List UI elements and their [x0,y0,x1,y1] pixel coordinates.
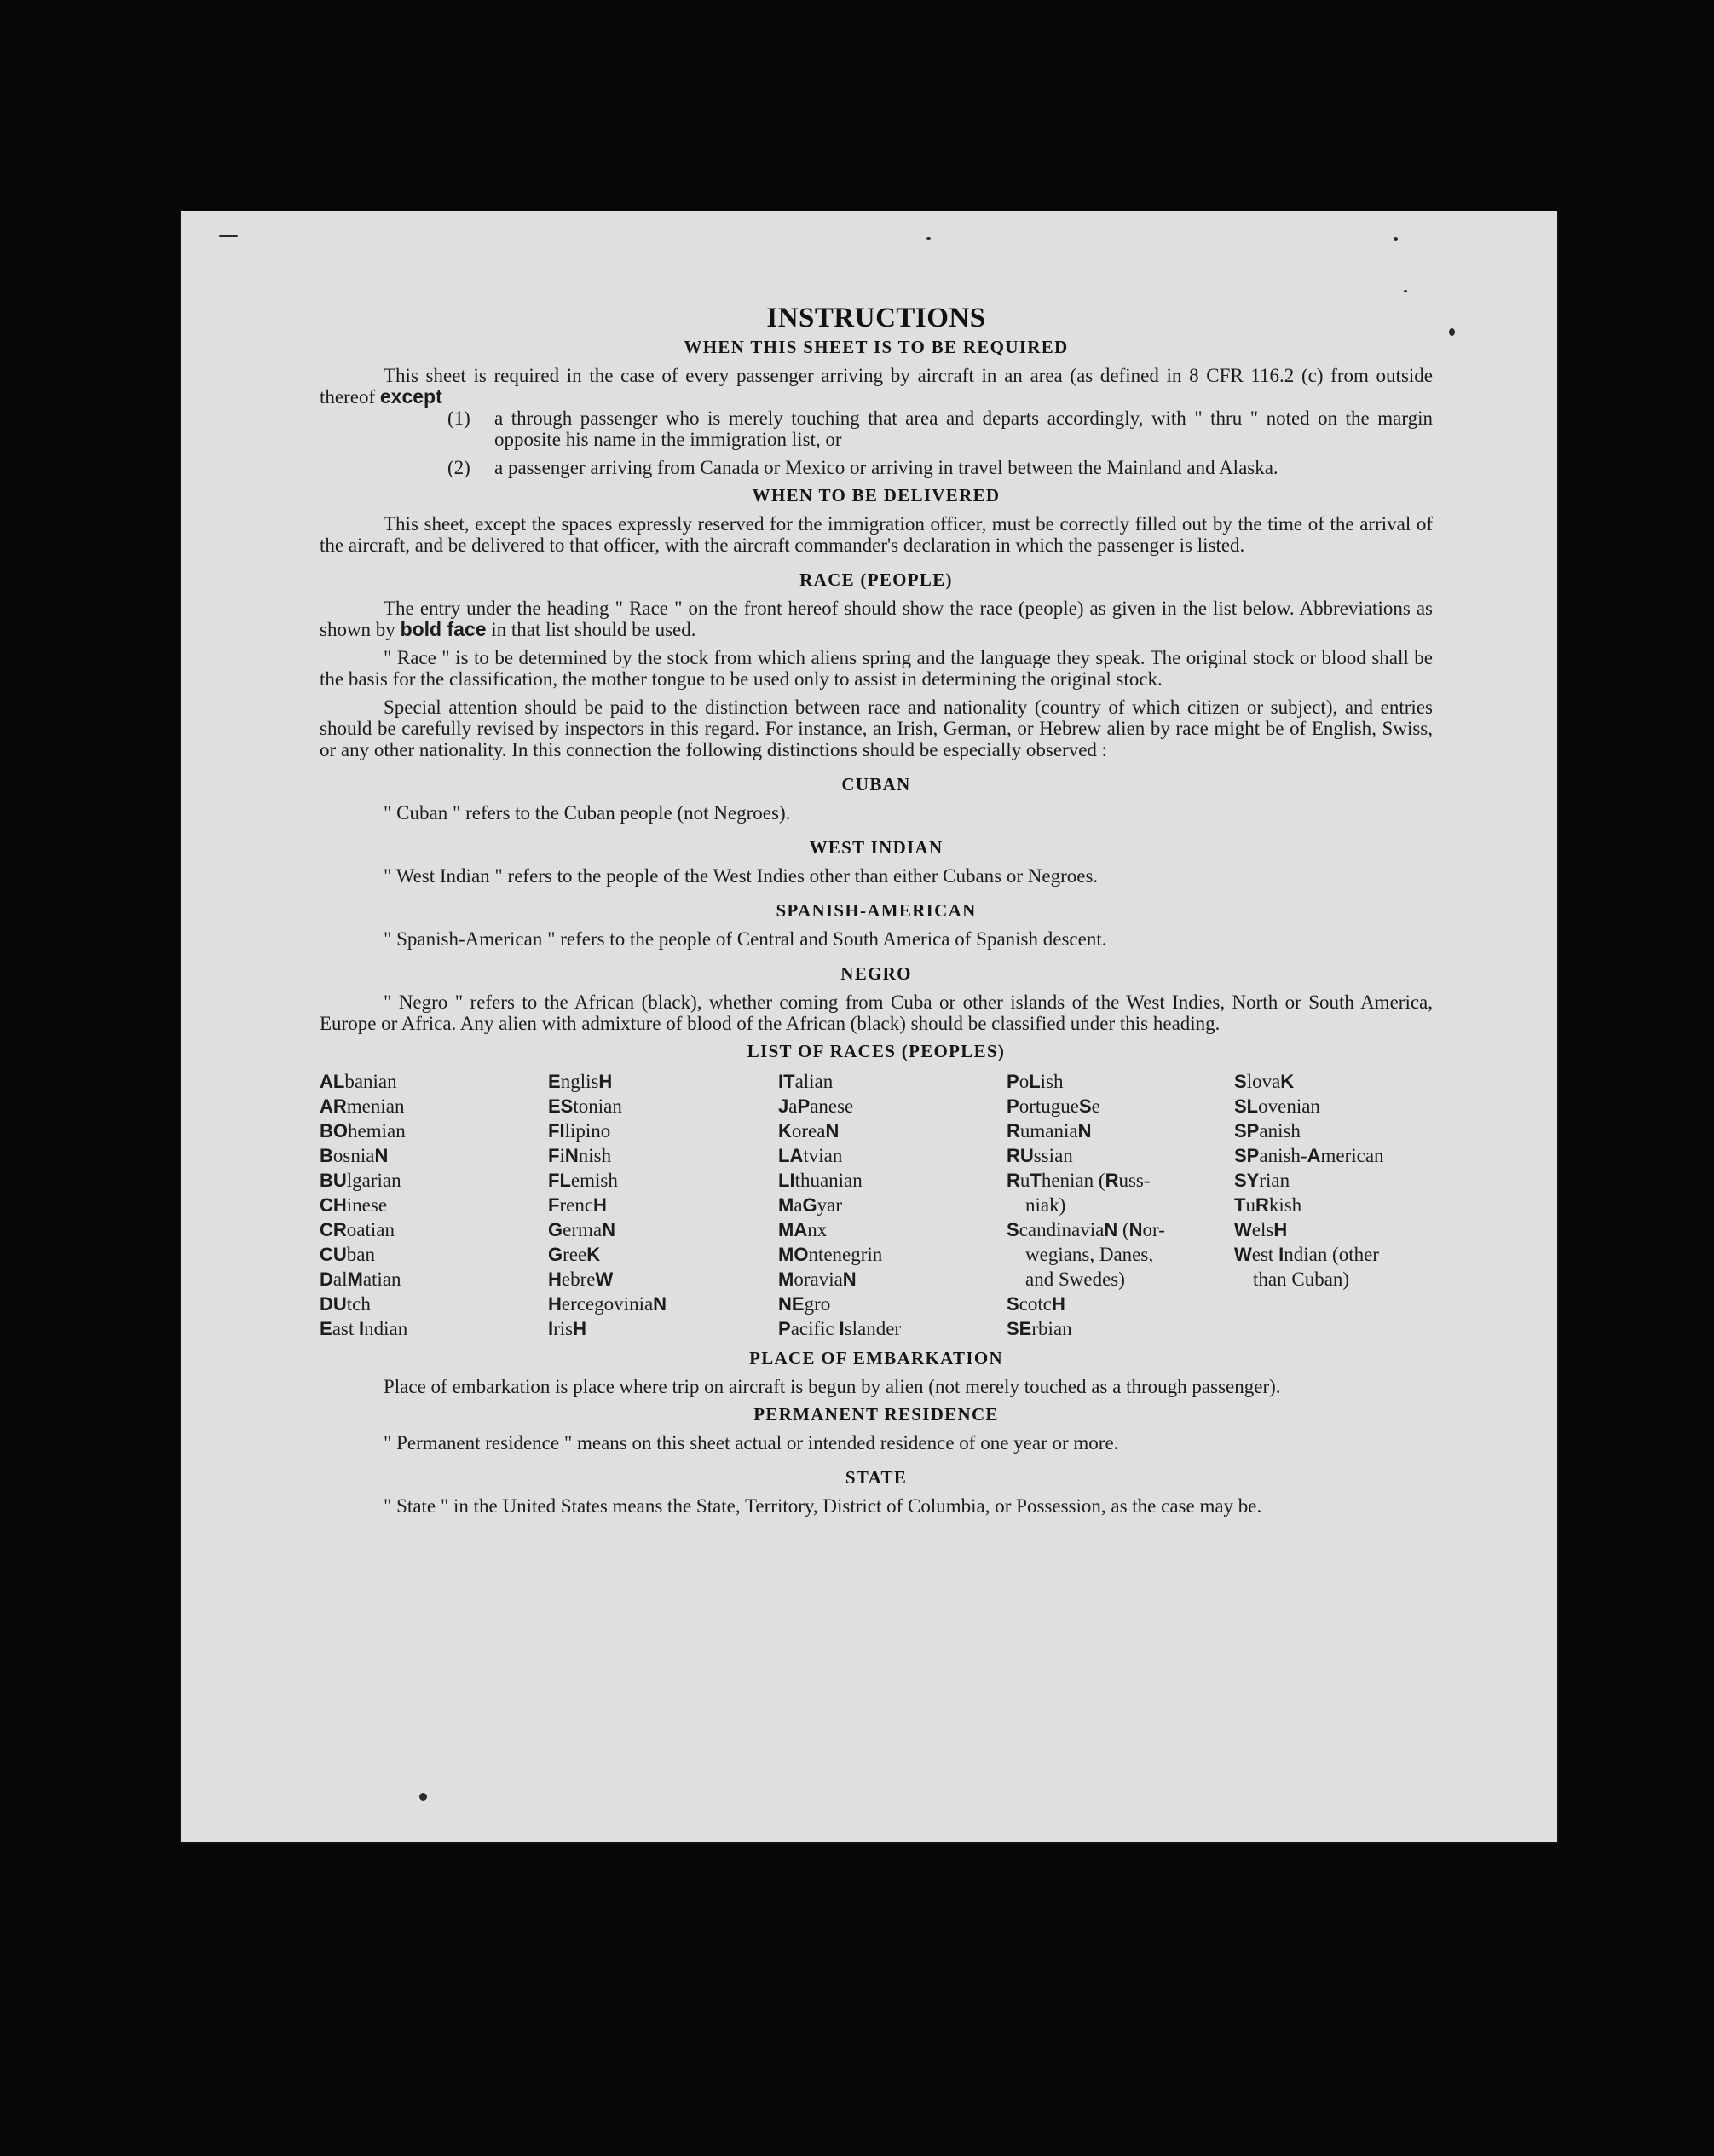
required-intro-text: This sheet is required in the case of every passenger arriving by aircraft in an area (as defined in 8 CFR 116.2 (c) from outside thereof [320,365,1433,408]
section-heading-residence: PERMANENT RESIDENCE [753,1404,999,1425]
race-entry: CRoatian [320,1219,395,1240]
exception-text: a through passenger who is merely touching that area and departs accordingly, with " thru " noted on the margin opposite his name in the immigration list, or [494,408,1433,450]
section-heading-state: STATE [845,1467,908,1488]
section-heading-list: LIST OF RACES (PEOPLES) [747,1041,1006,1061]
race-entry: HebreW [548,1269,614,1290]
race-entry: MoraviaN [778,1269,857,1290]
race-entry: WelsH [1234,1219,1288,1240]
race-entry: BosniaN [320,1145,389,1166]
race-entry-continuation: than Cuban) [1253,1269,1350,1290]
race-paragraph-1 [320,598,1433,640]
race-entry: NEgro [778,1293,831,1315]
section-heading-negro: NEGRO [840,963,912,984]
race-entry: MAnx [778,1219,828,1240]
race-entry: MOntenegrin [778,1244,883,1265]
race-entry: ARmenian [320,1095,405,1117]
race-entry-continuation: and Swedes) [1025,1269,1125,1290]
exception-number: (2) [447,457,470,478]
race-entry: PortugueSe [1007,1095,1100,1117]
race-entry: ITalian [778,1071,834,1092]
section-heading-spanish-american: SPANISH-AMERICAN [776,900,977,921]
race-entry: HercegoviniaN [548,1293,667,1315]
race-column [320,1069,548,1341]
race-entry: SPanish [1234,1120,1301,1142]
embarkation-text: Place of embarkation is place where trip on aircraft is begun by alien (not merely touched as a through passenger). [384,1376,1281,1397]
race-entry: CUban [320,1244,375,1265]
race-column [1007,1069,1234,1341]
exception-item [447,408,1433,450]
race-entry: SLovenian [1234,1095,1320,1117]
race-entry: West Indian (other than Cuban) [1234,1242,1433,1292]
race-column [1234,1069,1433,1341]
exception-item [447,457,1433,478]
race-entry: BOhemian [320,1120,406,1142]
race-entry: ALbanian [320,1071,397,1092]
race-entry: FIlipino [548,1120,611,1142]
race-entry: TuRkish [1234,1194,1302,1216]
race-entry: KoreaN [778,1120,840,1142]
race-entry: ScandinaviaN (Nor- wegians, Danes, and Swedes) [1007,1217,1234,1292]
race-entry: FrencH [548,1194,607,1216]
race-entry: EnglisH [548,1071,613,1092]
race-entry: SErbian [1007,1318,1072,1339]
page-title: INSTRUCTIONS [766,303,986,333]
dust-speck [1404,290,1407,292]
document-sheet [181,211,1557,1842]
race-entry: SPanish-American [1234,1145,1384,1166]
race-p1-post: in that list should be used. [491,619,696,640]
state-text: " State " in the United States means the State, Territory, District of Columbia, or Possession, as the case may be. [384,1495,1262,1517]
race-entry: RuThenian (Russ- niak) [1007,1168,1234,1217]
section-heading-cuban: CUBAN [841,774,911,795]
section-heading-required: WHEN THIS SHEET IS TO BE REQUIRED [684,337,1069,357]
race-p1-bold: bold face [400,618,487,640]
exception-number: (1) [447,408,470,429]
race-entry: FLemish [548,1170,618,1191]
race-entry: MaGyar [778,1194,843,1216]
race-entry: RUssian [1007,1145,1073,1166]
race-entry: GermaN [548,1219,615,1240]
race-list [320,1069,1433,1341]
cuban-text: " Cuban " refers to the Cuban people (not Negroes). [384,802,791,824]
race-entry: LIthuanian [778,1170,863,1191]
race-entry: GreeK [548,1244,601,1265]
west-indian-text: " West Indian " refers to the people of the West Indies other than either Cubans or Negroes. [384,865,1099,887]
race-entry-continuation: niak) [1025,1194,1066,1216]
race-entry: EStonian [548,1095,622,1117]
dust-speck [219,235,238,237]
race-entry: DalMatian [320,1269,401,1290]
spanish-american-text: " Spanish-American " refers to the people of Central and South America of Spanish descent. [384,928,1107,950]
race-entry: Pacific Islander [778,1318,902,1339]
section-heading-race: RACE (PEOPLE) [799,569,953,590]
delivered-text: This sheet, except the spaces expressly reserved for the immigration officer, must be correctly filled out by the time of the arrival of the aircraft, and be delivered to that officer, with the aircraft commander's declaration in which the passenger is listed. [320,513,1433,556]
race-entry: IrisH [548,1318,587,1339]
race-entry: ScotcH [1007,1293,1065,1315]
section-heading-west-indian: WEST INDIAN [809,837,944,858]
dust-speck [926,237,931,240]
race-entry: DUtch [320,1293,371,1315]
race-entry: JaPanese [778,1095,854,1117]
exception-text: a passenger arriving from Canada or Mexico or arriving in travel between the Mainland and Alaska. [494,457,1278,478]
section-heading-embarkation: PLACE OF EMBARKATION [749,1348,1003,1368]
residence-text: " Permanent residence " means on this sheet actual or intended residence of one year or more. [384,1432,1119,1454]
bleed-through-mark [240,569,255,628]
race-entry: RumaniaN [1007,1120,1092,1142]
instructions-content [320,301,1433,1517]
dust-speck [419,1793,427,1801]
negro-text: " Negro " refers to the African (black), whether coming from Cuba or other islands of the West Indies, North or South America, Europe or Africa. Any alien with admixture of blood of the African (black) should be classified under this heading. [320,991,1433,1034]
race-column [548,1069,778,1341]
required-intro [320,365,1433,408]
dust-speck [1449,328,1455,336]
race-entry: East Indian [320,1318,408,1339]
race-entry: LAtvian [778,1145,843,1166]
race-column [778,1069,1007,1341]
race-entry: CHinese [320,1194,388,1216]
race-entry-continuation: wegians, Danes, [1025,1244,1154,1265]
required-intro-bold: except [379,385,442,408]
race-p1-pre: The entry under the heading " Race " on the front hereof should show the race (people) as given in the list below. Abbreviations as shown by [320,598,1433,640]
race-paragraph-3: Special attention should be paid to the distinction between race and nationality (country of which citizen or subject), and entries should be carefully revised by inspectors in this regard. For instance, an Irish, German, or Hebrew alien by race might be of English, Swiss, or any other nationality. In this connection the following distinctions should be especially observed : [320,697,1433,760]
race-entry: SlovaK [1234,1071,1295,1092]
section-heading-delivered: WHEN TO BE DELIVERED [752,485,1001,506]
race-entry: PoLish [1007,1071,1064,1092]
race-entry: BUlgarian [320,1170,401,1191]
race-entry: FiNnish [548,1145,612,1166]
dust-speck [1394,237,1398,241]
race-paragraph-2: " Race " is to be determined by the stock from which aliens spring and the language they speak. The original stock or blood shall be the basis for the classification, the mother tongue to be used only to assist in determining the original stock. [320,647,1433,690]
race-entry: SYrian [1234,1170,1290,1191]
